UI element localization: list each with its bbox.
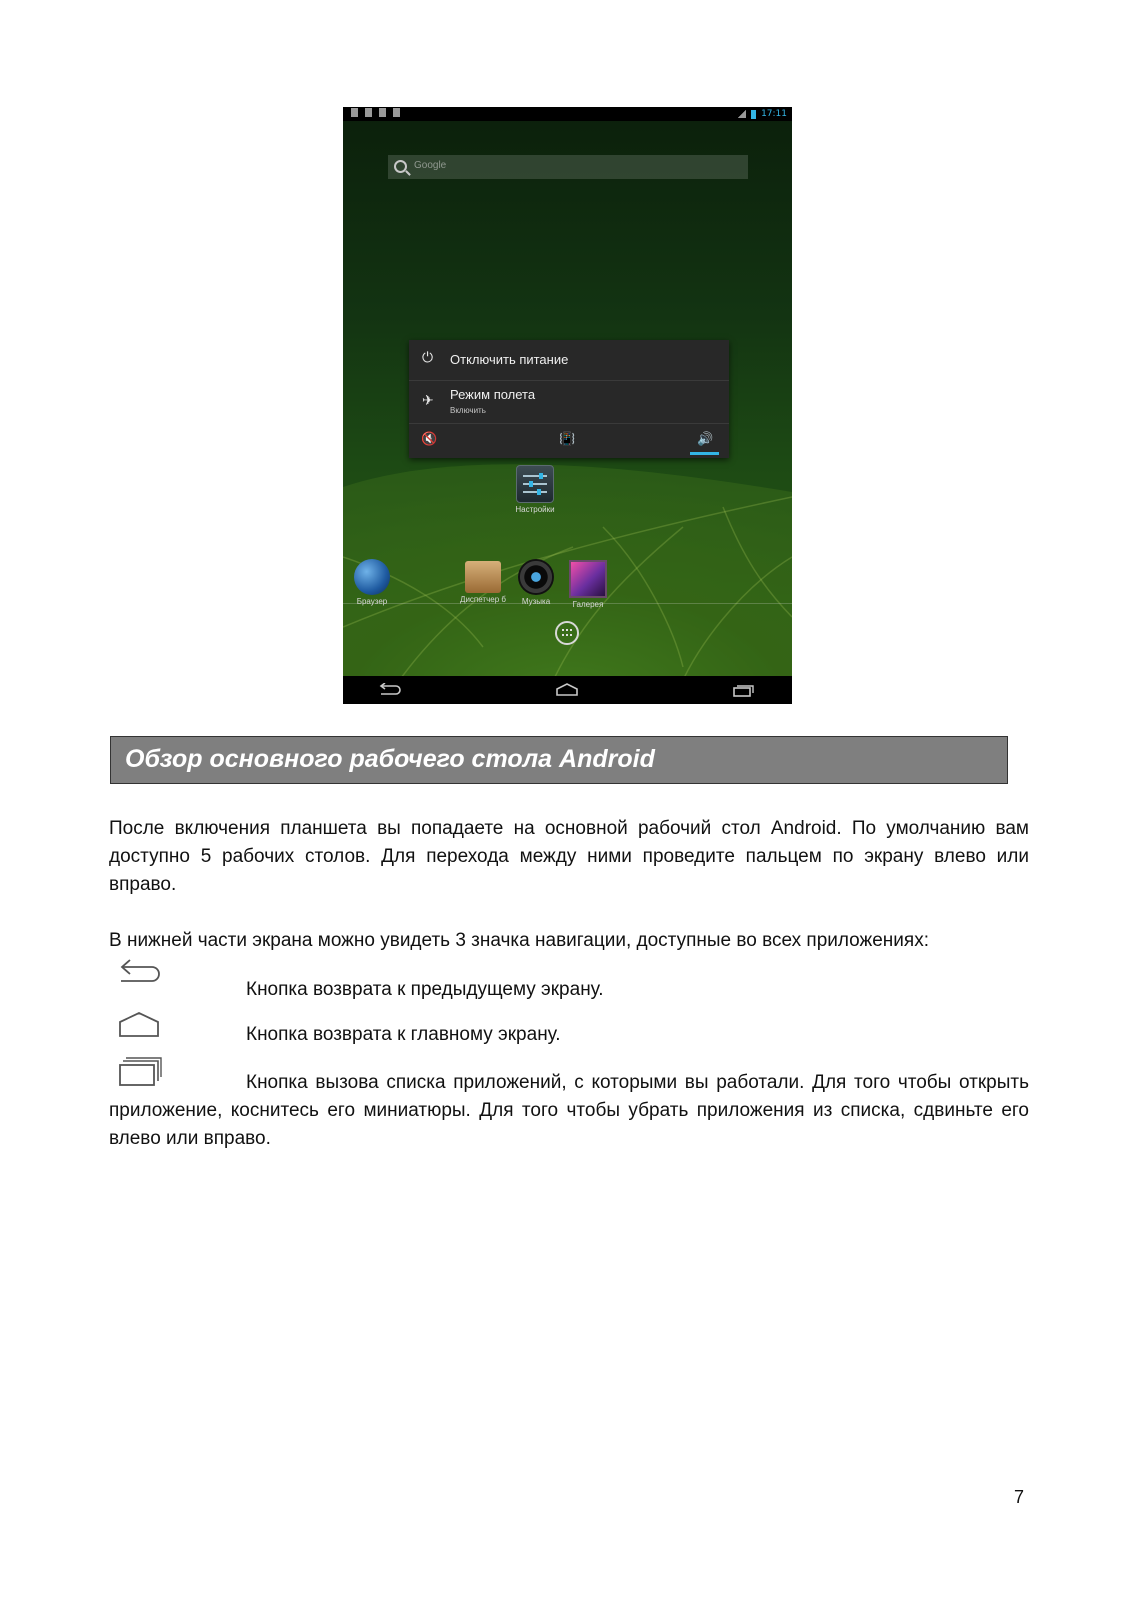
app-manager-label: Диспетчер б bbox=[460, 595, 506, 604]
app-music[interactable] bbox=[511, 559, 561, 606]
app-gallery-label: Галерея bbox=[572, 600, 604, 609]
file-manager-icon bbox=[465, 561, 501, 593]
recent-apps-description: Кнопка вызова списка приложений, с которыми вы работали. Для того чтобы открыть приложение, коснитесь его миниатюры. Для того чтобы убрать приложения из списка, сдвиньте его влево или вправо. bbox=[109, 1072, 1029, 1149]
status-bar bbox=[343, 107, 792, 121]
airplane-mode-status: Включить bbox=[450, 406, 486, 415]
app-browser-label: Браузер bbox=[356, 597, 388, 606]
paragraph-intro: После включения планшета вы попадаете на основной рабочий стол Android. По умолчанию вам доступно 5 рабочих столов. Для перехода между ними проведите пальцем по экрану влево или вправо. bbox=[109, 818, 1029, 895]
warning-icon bbox=[393, 108, 400, 117]
all-apps-button[interactable] bbox=[555, 621, 579, 645]
power-off-item[interactable] bbox=[409, 340, 729, 381]
search-icon bbox=[394, 160, 407, 173]
status-time: 17:11 bbox=[761, 109, 787, 119]
section-heading-text: Обзор основного рабочего стола Android bbox=[125, 745, 655, 773]
sd-card-icon bbox=[365, 108, 372, 117]
battery-icon bbox=[751, 110, 756, 119]
app-settings[interactable] bbox=[510, 465, 560, 514]
home-icon bbox=[118, 1011, 160, 1039]
silent-mode-icon[interactable]: 🔇 bbox=[421, 432, 438, 447]
sound-on-icon[interactable]: 🔊 bbox=[697, 432, 714, 447]
section-heading bbox=[110, 736, 1008, 784]
airplane-icon: ✈ bbox=[422, 393, 434, 409]
app-music-label: Музыка bbox=[521, 597, 551, 606]
airplane-mode-item[interactable] bbox=[409, 381, 729, 424]
paragraph-nav-intro: В нижней части экрана можно увидеть 3 значка навигации, доступные во всех приложениях: bbox=[109, 930, 929, 951]
app-file-manager[interactable] bbox=[453, 559, 513, 604]
app-browser[interactable] bbox=[347, 559, 397, 606]
music-speaker-icon bbox=[518, 559, 554, 595]
selected-mode-indicator bbox=[690, 452, 719, 455]
back-button-description: Кнопка возврата к предыдущему экрану. bbox=[246, 979, 604, 1000]
navigation-bar bbox=[343, 676, 792, 704]
android-screenshot bbox=[343, 107, 792, 704]
google-search-bar[interactable] bbox=[388, 155, 748, 179]
sound-mode-row bbox=[409, 424, 729, 458]
home-dock bbox=[343, 559, 792, 609]
app-gallery[interactable] bbox=[563, 559, 613, 609]
screenshot-icon bbox=[379, 108, 386, 117]
back-button[interactable] bbox=[377, 683, 403, 697]
search-placeholder: Google bbox=[414, 160, 447, 171]
power-off-label: Отключить питание bbox=[450, 352, 569, 367]
power-menu-dialog bbox=[409, 340, 729, 458]
power-icon: ⏻ bbox=[422, 350, 434, 366]
browser-globe-icon bbox=[354, 559, 390, 595]
dock-divider bbox=[343, 603, 792, 604]
usb-icon bbox=[351, 108, 358, 117]
recent-apps-button[interactable] bbox=[733, 683, 755, 697]
home-button[interactable] bbox=[555, 683, 579, 697]
airplane-mode-label: Режим полета bbox=[450, 387, 536, 402]
home-button-description: Кнопка возврата к главному экрану. bbox=[246, 1024, 561, 1045]
vibrate-mode-icon[interactable]: 📳 bbox=[559, 432, 576, 447]
app-settings-label: Настройки bbox=[515, 505, 555, 514]
back-icon bbox=[118, 958, 162, 988]
signal-icon bbox=[738, 110, 746, 118]
page-number: 7 bbox=[1014, 1487, 1025, 1507]
settings-icon bbox=[516, 465, 554, 503]
gallery-icon bbox=[569, 560, 607, 598]
